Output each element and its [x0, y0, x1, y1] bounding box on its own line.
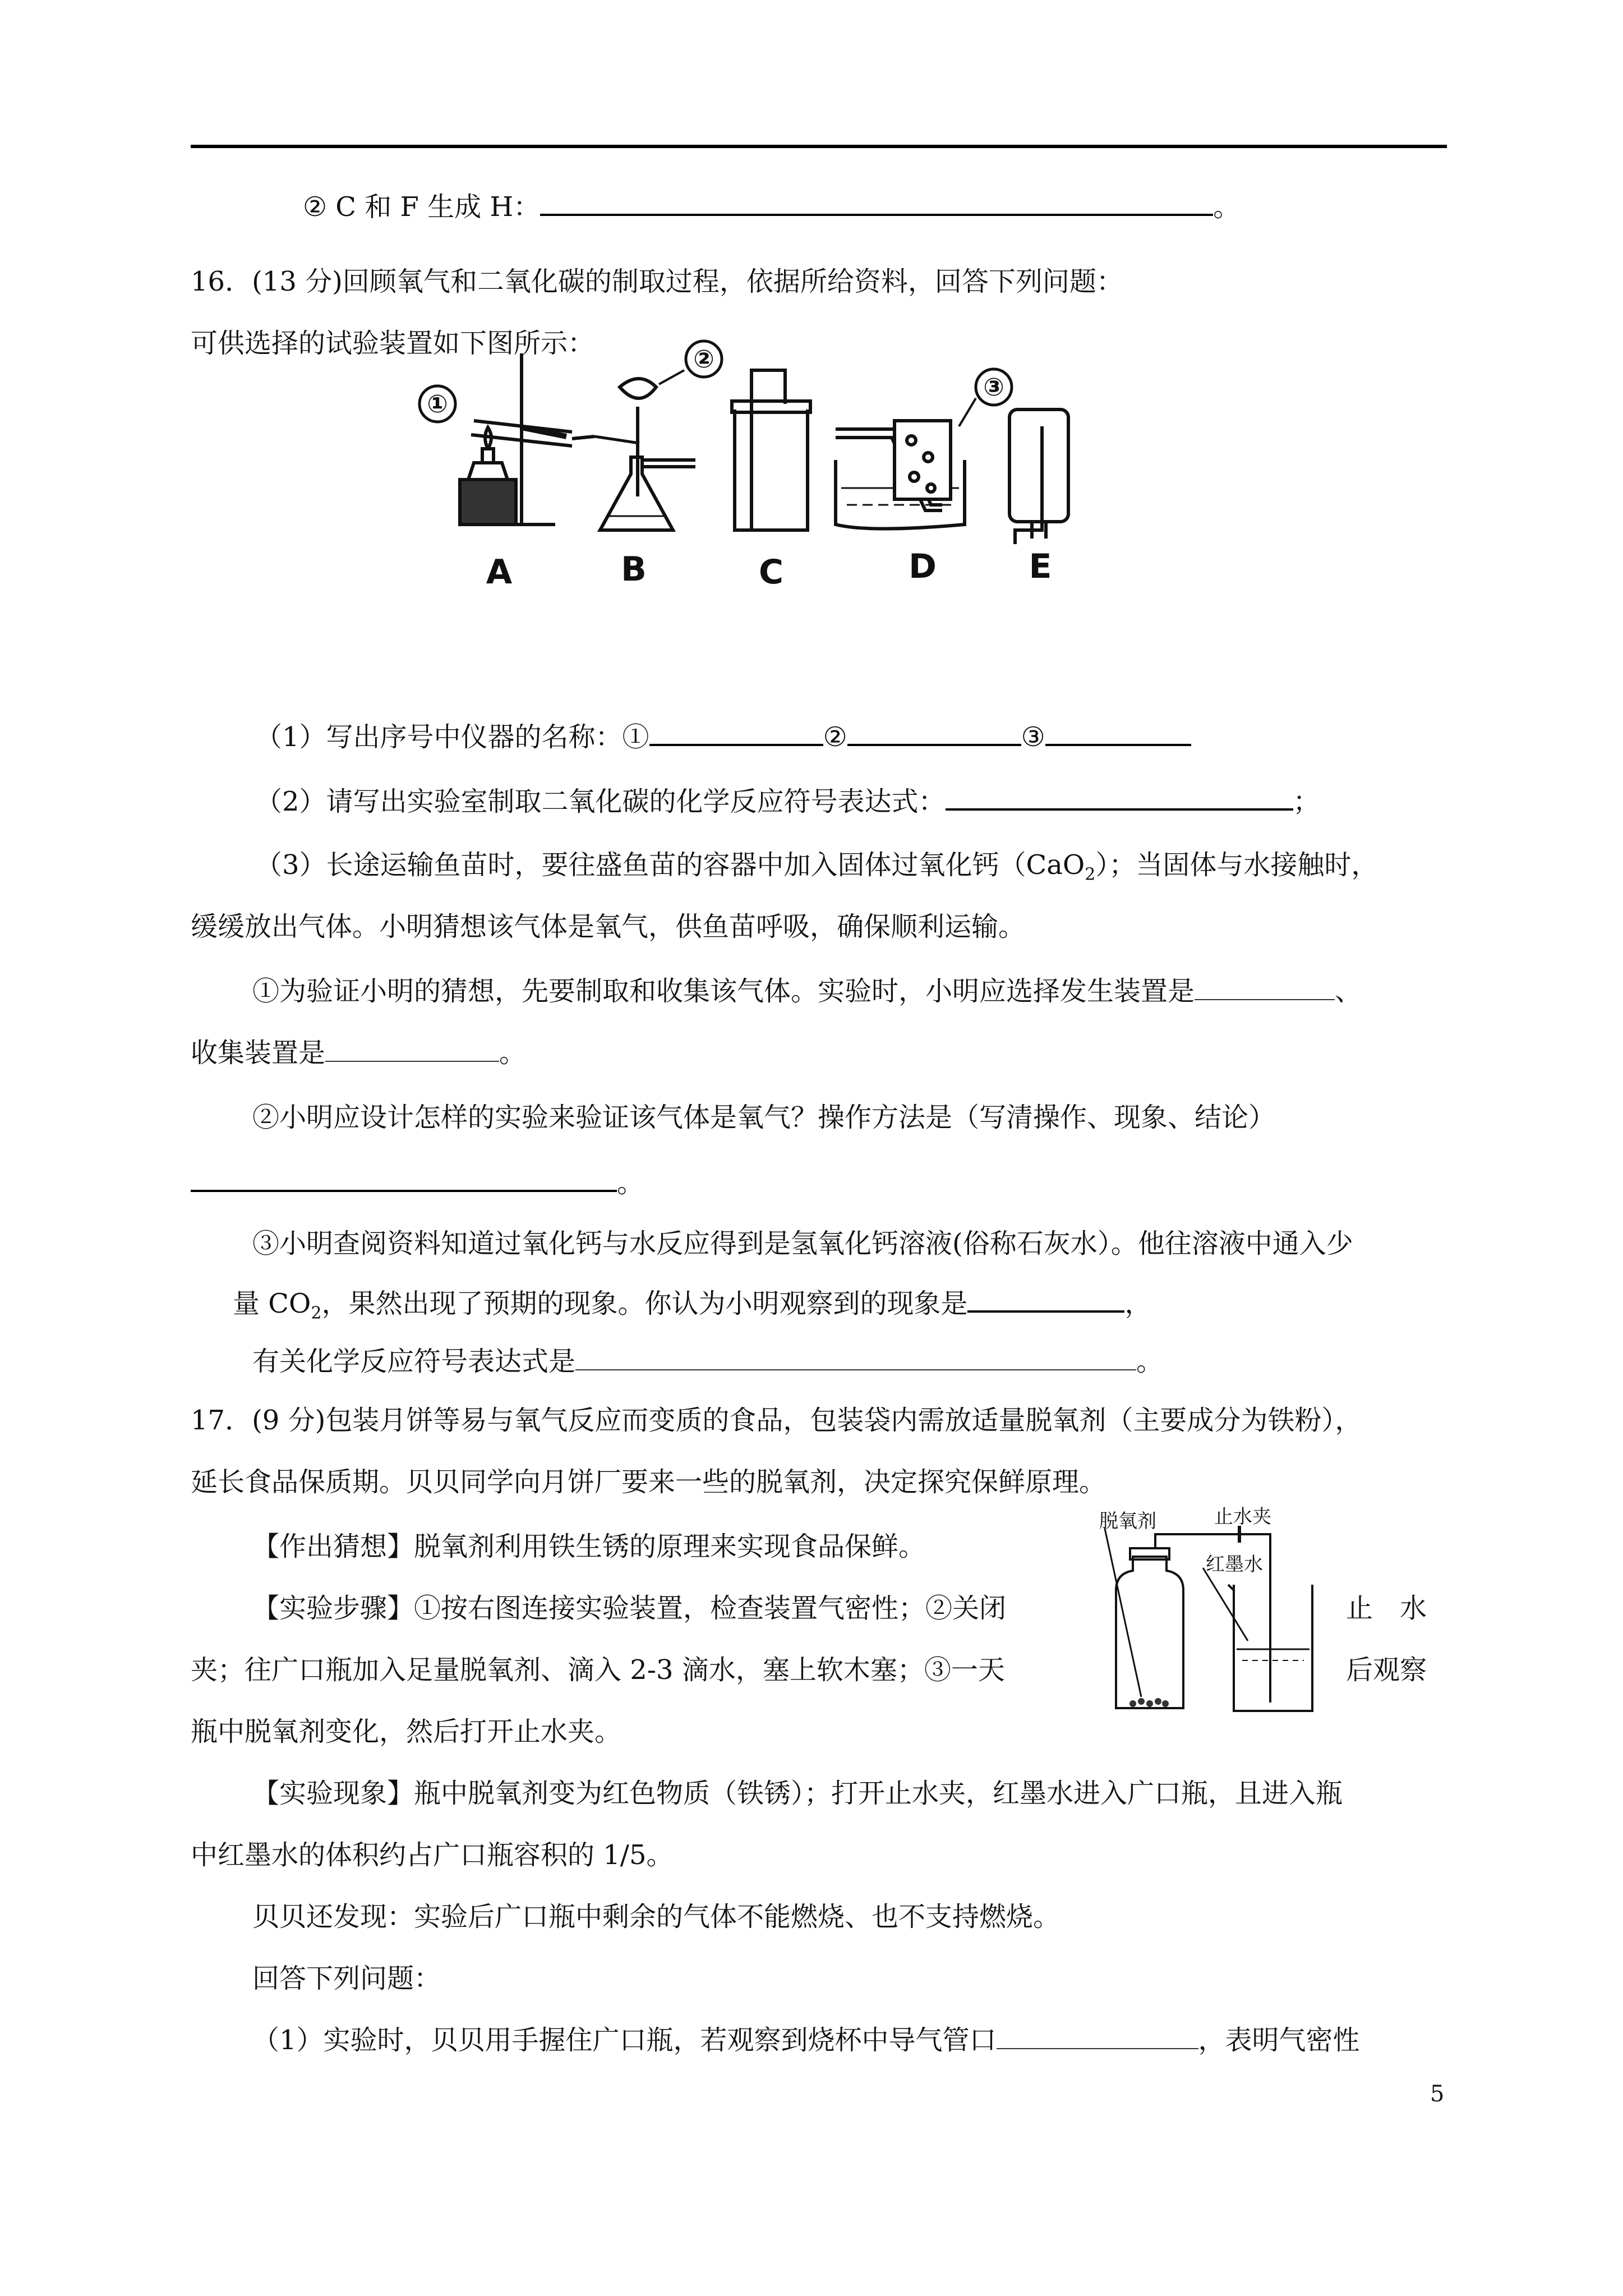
q16-sub3-line1: ③小明查阅资料知道过氧化钙与水反应得到是氢氧化钙溶液(俗称石灰水）。他往溶液中通入少 — [252, 1228, 1353, 1259]
answer-blank-2[interactable] — [847, 718, 1021, 746]
q16-part3-line2: 缓缓放出气体。小明猜想该气体是氧气，供鱼苗呼吸，确保顺利运输。 — [191, 911, 1026, 942]
marker-1: ① — [427, 390, 448, 418]
label-a: A — [486, 553, 513, 592]
q16-part2: （2）请写出实验室制取二氧化碳的化学反应符号表达式： ； — [255, 783, 1320, 820]
marker-2: ② — [693, 345, 714, 374]
header-rule — [191, 145, 1447, 148]
q17-phenomenon-line2: 中红墨水的体积约占广口瓶容积的 1/5。 — [191, 1839, 674, 1871]
collecting-bottle — [895, 421, 951, 499]
wide-mouth-bottle — [1116, 1557, 1183, 1708]
answer-blank[interactable] — [325, 1035, 499, 1062]
q17-found: 贝贝还发现：实验后广口瓶中剩余的气体不能燃烧、也不支持燃烧。 — [252, 1901, 1061, 1932]
answer-blank-3[interactable] — [1045, 718, 1191, 746]
q17-steps-line3: 瓶中脱氧剂变化，然后打开止水夹。 — [191, 1716, 622, 1747]
pointer-line — [1105, 1529, 1141, 1697]
label-d: D — [909, 547, 937, 586]
q16-sub3-line2: 量 $CO_2$，果然出现了预期的现象。你认为小明观察到的现象是 ， — [233, 1285, 1151, 1332]
q15-item2: ② C 和 F 生成 H： 。 — [303, 188, 1240, 225]
q17-a1: （1）实验时，贝贝用手握住广口瓶，若观察到烧杯中导气管口 ，表明气密性 — [252, 2022, 1360, 2058]
block — [460, 480, 516, 524]
gas-jar — [735, 409, 808, 530]
answer-blank[interactable] — [191, 1164, 617, 1192]
answer-blank[interactable] — [1195, 973, 1335, 1000]
marker-3: ③ — [983, 373, 1004, 402]
answer-blank[interactable] — [967, 1285, 1124, 1313]
q16-sub1-line1: ①为验证小明的猜想，先要制取和收集该气体。实验时，小明应选择发生装置是 、 — [252, 973, 1362, 1009]
delivery-tube — [751, 370, 785, 530]
q17-steps-line2: 夹；往广口瓶加入足量脱氧剂、滴入 2-3 滴水，塞上软木塞；③一天 — [191, 1654, 1005, 1686]
q16-part1: （1）写出序号中仪器的名称：① ② ③ — [255, 718, 1191, 755]
q16-part3-line1: （3）长途运输鱼苗时，要往盛鱼苗的容器中加入固体过氧化钙（CaO$_2$）；当固体与水接触时， — [255, 849, 1378, 885]
delivery-tube-e — [1015, 426, 1042, 544]
label-red-ink: 红墨水 — [1206, 1553, 1263, 1576]
label-deoxidizer: 脱氧剂 — [1099, 1510, 1156, 1533]
q16-sub2-line2: 。 — [191, 1164, 644, 1201]
label-clamp: 止水夹 — [1214, 1506, 1271, 1528]
label-b: B — [621, 550, 647, 589]
q17-steps-line2-right: 后观察 — [1346, 1654, 1427, 1686]
answer-blank[interactable] — [540, 188, 1213, 216]
label-c: C — [758, 553, 784, 592]
q17-phenomenon-line1: 【实验现象】瓶中脱氧剂变为红色物质（铁锈）；打开止水夹，红墨水进入广口瓶，且进入瓶 — [252, 1778, 1343, 1809]
deoxidizer-apparatus-figure — [1099, 1506, 1346, 1725]
q16-header: 16．(13 分)回顾氧气和二氧化碳的制取过程，依据所给资料，回答下列问题： — [191, 266, 1123, 297]
page-number: 5 — [1430, 2081, 1445, 2107]
q17-steps-line1-right: 止 水 — [1346, 1593, 1427, 1624]
alcohol-lamp — [468, 463, 508, 480]
answer-blank[interactable] — [575, 1343, 1136, 1370]
q17-header-line1: 17．(9 分)包装月饼等易与氧气反应而变质的食品，包装袋内需放适量脱氧剂（主要成分为铁粉）， — [191, 1405, 1362, 1436]
q16-sub1-line2: 收集装置是 。 — [191, 1035, 526, 1071]
q17-answer-prompt: 回答下列问题： — [252, 1963, 441, 1994]
separatory-funnel — [620, 379, 656, 398]
q17-steps-line1: 【实验步骤】①按右图连接实验装置，检查装置气密性；②关闭 — [252, 1593, 1007, 1624]
inverted-bottle — [1009, 409, 1068, 522]
q17-header-line2: 延长食品保质期。贝贝同学向月饼厂要来一些的脱氧剂，决定探究保鲜原理。 — [191, 1466, 1106, 1498]
apparatus-figure — [404, 337, 1144, 606]
beaker — [1234, 1585, 1312, 1711]
label-e: E — [1029, 547, 1052, 586]
q16-sub2-line1: ②小明应设计怎样的实验来验证该气体是氧气？操作方法是（写清操作、现象、结论） — [252, 1102, 1276, 1133]
answer-blank[interactable] — [997, 2022, 1198, 2049]
answer-blank[interactable] — [946, 783, 1293, 811]
answer-blank-1[interactable] — [649, 718, 823, 746]
q16-sub3-line3: 有关化学反应符号表达式是 。 — [252, 1343, 1163, 1379]
q17-guess: 【作出猜想】脱氧剂利用铁生锈的原理来实现食品保鲜。 — [252, 1531, 926, 1562]
q16-intro: 可供选择的试验装置如下图所示： — [191, 328, 595, 359]
